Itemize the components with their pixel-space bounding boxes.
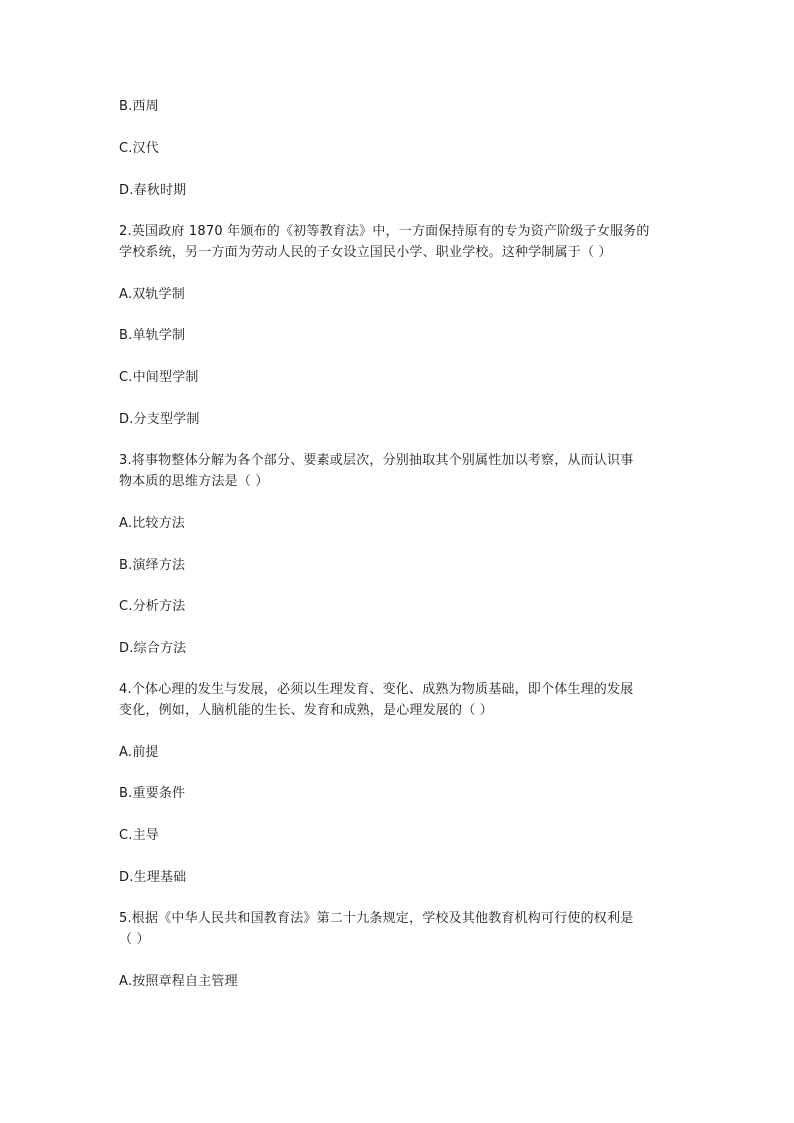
q1-option-c: C.汉代 xyxy=(119,141,160,156)
q1-option-d: D.春秋时期 xyxy=(119,183,187,198)
q2-option-d: D.分支型学制 xyxy=(119,412,200,427)
q4-option-a: A.前提 xyxy=(119,745,159,760)
q3-option-d: D.综合方法 xyxy=(119,641,187,656)
q5-stem-line2: （ ） xyxy=(119,932,150,947)
q4-option-c: C.主导 xyxy=(119,828,160,843)
q4-stem-line2: 变化，例如，人脑机能的生长、发育和成熟，是心理发展的（ ） xyxy=(119,703,493,718)
q4-option-b: B.重要条件 xyxy=(119,786,186,801)
q5-option-a: A.按照章程自主管理 xyxy=(119,974,238,989)
q5-stem-line1: 5.根据《中华人民共和国教育法》第二十九条规定，学校及其他教育机构可行使的权利是 xyxy=(119,911,634,926)
q3-option-a: A.比较方法 xyxy=(119,516,185,531)
q2-option-c: C.中间型学制 xyxy=(119,370,199,385)
q2-stem-line2: 学校系统，另一方面为劳动人民的子女设立国民小学、职业学校。这种学制属于（ ） xyxy=(119,245,612,260)
q1-option-b: B.西周 xyxy=(119,99,159,114)
q2-option-a: A.双轨学制 xyxy=(119,287,185,302)
q2-option-b: B.单轨学制 xyxy=(119,328,186,343)
q4-option-d: D.生理基础 xyxy=(119,870,187,885)
q2-stem-line1: 2.英国政府 1870 年颁布的《初等教育法》中，一方面保持原有的专为资产阶级子女服务的 xyxy=(119,224,650,239)
q3-stem-line2: 物本质的思维方法是（ ） xyxy=(119,474,269,489)
q3-stem-line1: 3.将事物整体分解为各个部分、要素或层次，分别抽取其个别属性加以考察，从而认识事 xyxy=(119,453,634,468)
q3-option-b: B.演绎方法 xyxy=(119,558,186,573)
q3-option-c: C.分析方法 xyxy=(119,599,186,614)
q4-stem-line1: 4.个体心理的发生与发展，必须以生理发育、变化、成熟为物质基础，即个体生理的发展 xyxy=(119,682,634,697)
